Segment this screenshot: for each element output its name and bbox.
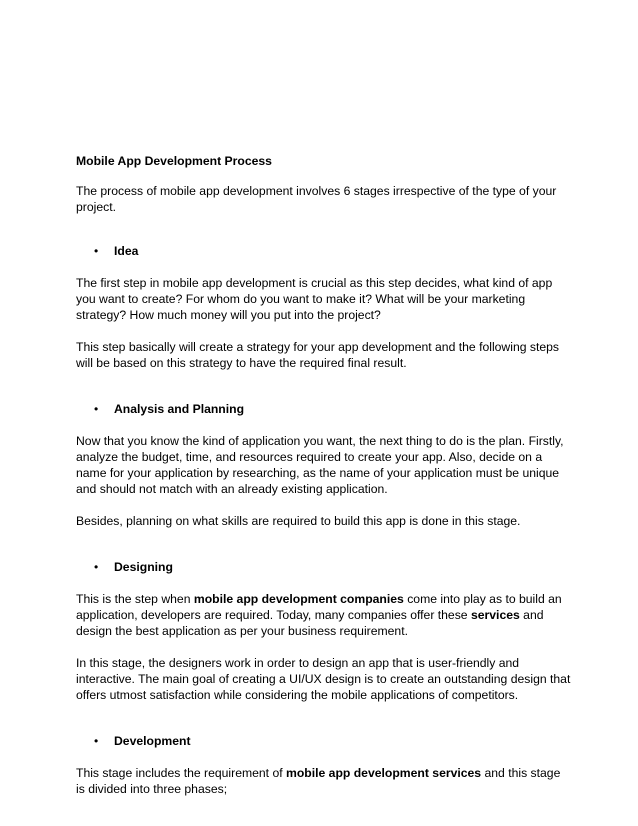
text-line: project. [76, 200, 116, 214]
analysis-paragraph-2 [76, 513, 576, 529]
document-title: Mobile App Development Process [76, 154, 272, 168]
text-line: The process of mobile app development involves 6 stages irrespective of the type of your [76, 184, 557, 198]
text-line [76, 765, 576, 781]
text-line: Now that you know the kind of application you want, the next thing to do is the plan. Firstly, [76, 434, 564, 448]
section-heading-label: Designing [114, 560, 173, 574]
text-run: application, developers are required. Today, many companies offer these [76, 608, 471, 622]
bullet-icon: • [94, 244, 99, 258]
section-heading-label: Analysis and Planning [114, 402, 245, 416]
text-line: In this stage, the designers work in order to design an app that is user-friendly and [76, 656, 520, 670]
text-line: name for your application by researching, as the name of your application must be unique [76, 466, 560, 480]
text-line [76, 607, 576, 623]
text-run: This is the step when [76, 592, 194, 606]
text-line: This step basically will create a strategy for your app development and the following steps [76, 340, 560, 354]
bullet-icon: • [94, 734, 99, 748]
bold-text-run: services [470, 608, 520, 622]
text-line [76, 591, 576, 607]
text-line: is divided into three phases; [76, 782, 228, 796]
text-line: interactive. The main goal of creating a UI/UX design is to create an outstanding design that [76, 672, 571, 686]
bullet-icon: • [94, 402, 99, 416]
designing-paragraph-1 [76, 591, 576, 639]
section-heading-designing [76, 559, 576, 575]
section-heading-label: Development [114, 734, 191, 748]
text-run: come into play as to build an [403, 592, 562, 606]
bold-text-run: mobile app development companies [193, 592, 404, 606]
section-heading-development [76, 733, 576, 749]
text-line: design the best application as per your business requirement. [76, 624, 408, 638]
analysis-paragraph-1 [76, 433, 576, 497]
bullet-icon: • [94, 560, 99, 574]
section-heading-analysis [76, 401, 576, 417]
intro-paragraph [76, 183, 576, 215]
idea-paragraph-2 [76, 339, 576, 371]
text-run: This stage includes the requirement of [76, 766, 287, 780]
text-line: offers utmost satisfaction while considering the mobile applications of competitors. [76, 688, 519, 702]
idea-paragraph-1 [76, 275, 576, 323]
text-line: The first step in mobile app development is crucial as this step decides, what kind of app [76, 276, 553, 290]
designing-paragraph-2 [76, 655, 576, 703]
section-heading-label: Idea [114, 244, 139, 258]
text-line: analyze the budget, time, and resources required to create your app. Also, decide on a [76, 450, 543, 464]
text-run: and this stage [481, 766, 561, 780]
text-line: you want to create? For whom do you want to make it? What will be your marketing [76, 292, 526, 306]
section-heading-idea [76, 243, 576, 259]
text-line: strategy? How much money will you put into the project? [76, 308, 381, 322]
development-paragraph-1 [76, 765, 576, 797]
text-run: and [519, 608, 544, 622]
document-body [76, 153, 576, 813]
bold-text-run: mobile app development services [286, 766, 482, 780]
text-line: will be based on this strategy to have the required final result. [76, 356, 407, 370]
text-line: Besides, planning on what skills are required to build this app is done in this stage. [76, 514, 521, 528]
text-line: and should not match with an already existing application. [76, 482, 388, 496]
